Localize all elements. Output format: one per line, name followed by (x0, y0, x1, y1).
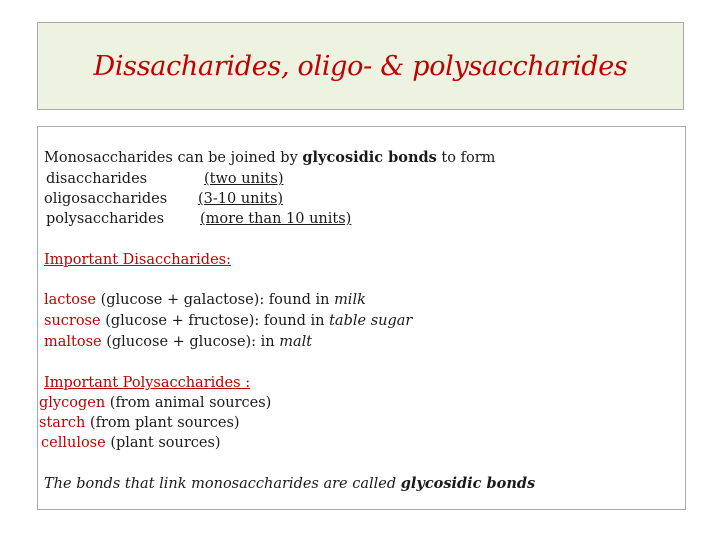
disaccharides-heading: Important Disaccharides: (44, 252, 231, 268)
footer-note: The bonds that link monosaccharides are called glycosidic bonds (44, 475, 536, 492)
title-box (37, 22, 684, 110)
type-name: polysaccharides (46, 211, 165, 227)
type-row-polysaccharides (46, 210, 164, 228)
type-row-disaccharides (46, 170, 147, 188)
sugar-name: sucrose (44, 313, 101, 329)
polymer-name: cellulose (41, 435, 106, 451)
polymer-name: glycogen (39, 395, 106, 411)
list-item: sucrose (glucose + fructose): found in table sugar (44, 313, 413, 329)
type-desc-oligosaccharides: (3-10 units) (198, 191, 284, 207)
intro-suffix: to form (436, 150, 496, 166)
sugar-name: maltose (44, 334, 102, 350)
polysaccharides-heading: Important Polysaccharides : (44, 375, 251, 391)
list-item: cellulose (plant sources) (41, 435, 221, 451)
type-desc-polysaccharides: (more than 10 units) (200, 211, 352, 227)
type-name: disaccharides (46, 171, 148, 187)
type-desc-disaccharides: (two units) (204, 171, 284, 187)
footer-bold: glycosidic bonds (400, 475, 536, 492)
intro-prefix: Monosaccharides can be joined by (44, 150, 303, 166)
type-name: oligosaccharides (44, 191, 168, 207)
slide-title: Dissacharides, oligo- & polysaccharides (93, 50, 628, 82)
list-item: glycogen (from animal sources) (39, 395, 272, 411)
polymer-name: starch (39, 415, 86, 431)
list-item: starch (from plant sources) (39, 415, 240, 431)
intro-line (44, 149, 495, 167)
intro-bold: glycosidic bonds (302, 149, 437, 166)
type-row-oligosaccharides (44, 190, 167, 208)
list-item: maltose (glucose + glucose): in malt (44, 334, 313, 350)
list-item: lactose (glucose + galactose): found in milk (44, 292, 366, 308)
content-box (37, 126, 686, 510)
sugar-name: lactose (44, 292, 96, 308)
